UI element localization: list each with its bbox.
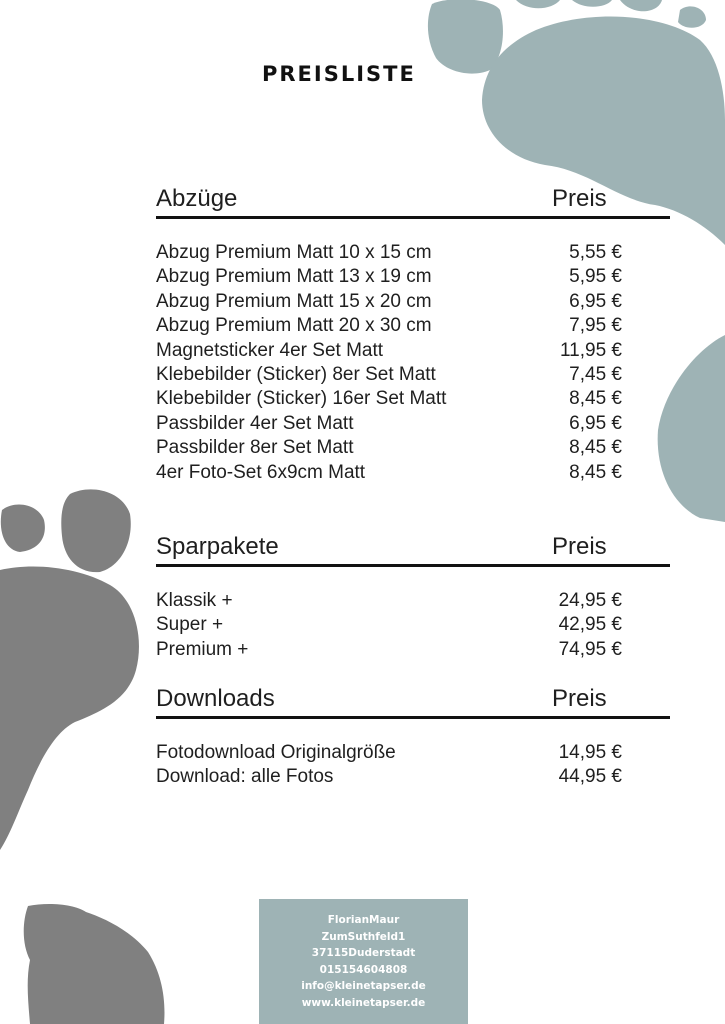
contact-website: www.kleinetapser.de [301, 996, 426, 1009]
item-price: 44,95 € [558, 766, 622, 788]
price-row [156, 589, 670, 613]
item-name: Super + [156, 614, 224, 636]
item-name: Klebebilder (Sticker) 8er Set Matt [156, 363, 436, 385]
price-row [156, 436, 670, 460]
price-row [156, 412, 670, 436]
price-row [156, 741, 670, 765]
price-row [156, 638, 670, 662]
item-name: Abzug Premium Matt 10 x 15 cm [156, 242, 432, 263]
price-row [156, 363, 670, 387]
price-row [156, 314, 670, 338]
item-price: 11,95 € [560, 339, 622, 361]
price-row [156, 387, 670, 411]
price-list [156, 241, 670, 485]
item-name: Abzug Premium Matt 13 x 19 cm [156, 266, 432, 288]
section-title: Downloads [156, 685, 275, 712]
item-name: Klebebilder (Sticker) 16er Set Matt [156, 388, 447, 410]
section-title: Sparpakete [156, 533, 279, 560]
item-price: 7,45 € [569, 363, 622, 385]
gray-footprint-icon [0, 489, 164, 1024]
item-price: 6,95 € [569, 290, 622, 312]
price-list [156, 741, 670, 790]
item-name: Fotodownload Originalgröße [156, 742, 396, 763]
page-title: PREISLISTE [262, 62, 416, 86]
item-price: 5,55 € [569, 242, 622, 263]
item-name: Klassik + [156, 590, 233, 611]
price-row [156, 765, 670, 789]
price-row [156, 241, 670, 265]
section-header [156, 686, 670, 719]
item-name: Abzug Premium Matt 15 x 20 cm [156, 290, 432, 312]
contact-name: FlorianMaur [327, 914, 400, 926]
contact-phone: 015154604808 [319, 963, 408, 976]
item-name: Abzug Premium Matt 20 x 30 cm [156, 315, 432, 337]
item-price: 8,45 € [569, 388, 622, 410]
price-row [156, 290, 670, 314]
price-list [156, 589, 670, 662]
contact-street: ZumSuthfeld1 [321, 930, 406, 943]
item-name: Magnetsticker 4er Set Matt [156, 339, 384, 361]
item-price: 5,95 € [569, 266, 622, 288]
item-name: Download: alle Fotos [156, 766, 334, 788]
item-price: 74,95 € [558, 638, 622, 660]
section-downloads [156, 686, 670, 790]
item-price: 42,95 € [558, 614, 622, 636]
price-column-label: Preis [552, 533, 607, 560]
item-price: 8,45 € [569, 461, 622, 483]
item-price: 14,95 € [558, 742, 622, 763]
price-column-label: Preis [552, 685, 607, 712]
section-title: Abzüge [156, 185, 238, 212]
item-price: 6,95 € [569, 412, 622, 434]
section-sparpakete [156, 534, 670, 662]
section-header [156, 534, 670, 567]
section-abzuege [156, 186, 670, 485]
item-name: Passbilder 4er Set Matt [156, 412, 354, 434]
item-name: 4er Foto-Set 6x9cm Matt [156, 461, 366, 483]
price-column-label: Preis [552, 185, 607, 212]
price-row [156, 339, 670, 363]
contact-email: info@kleinetapser.de [301, 980, 426, 993]
item-price: 8,45 € [569, 437, 622, 459]
item-name: Premium + [156, 638, 249, 660]
price-row [156, 461, 670, 485]
item-price: 7,95 € [569, 315, 622, 337]
contact-city: 37115Duderstadt [311, 947, 416, 960]
section-header [156, 186, 670, 219]
price-row [156, 613, 670, 637]
item-name: Passbilder 8er Set Matt [156, 437, 354, 459]
contact-box [259, 899, 468, 1024]
item-price: 24,95 € [558, 590, 622, 611]
price-row [156, 265, 670, 289]
